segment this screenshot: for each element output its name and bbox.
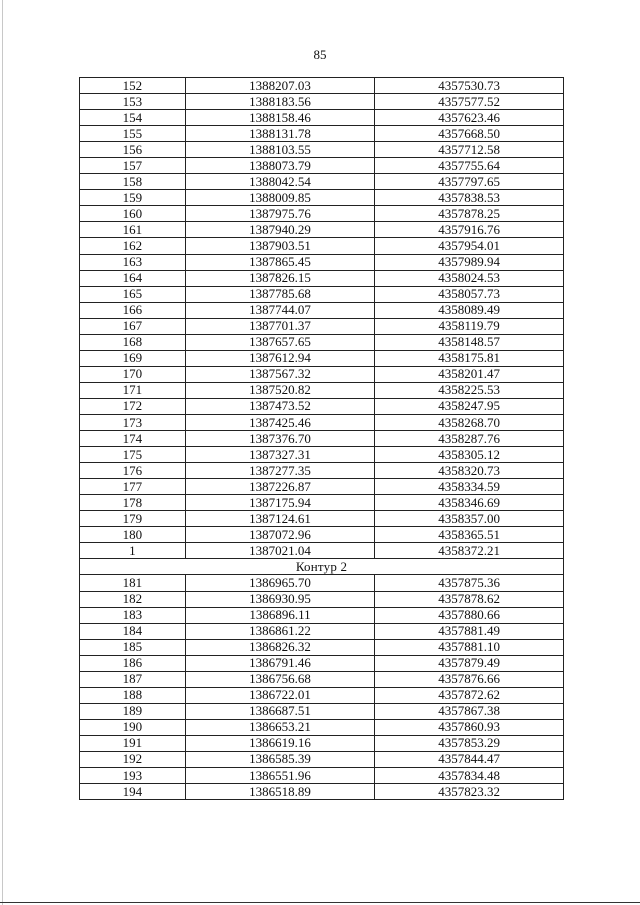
y-coordinate-cell: 4357712.58 [375, 142, 564, 158]
x-coordinate-cell: 1387277.35 [185, 463, 375, 479]
x-coordinate-cell: 1387865.45 [185, 254, 375, 270]
y-coordinate-cell: 4357872.62 [375, 687, 564, 703]
y-coordinate-cell: 4357823.32 [375, 784, 564, 800]
table-row [80, 463, 564, 479]
section-header-body [80, 559, 564, 575]
point-number-cell: 185 [80, 639, 186, 655]
table-row [80, 78, 564, 94]
point-number-cell: 162 [80, 238, 186, 254]
x-coordinate-cell: 1388009.85 [185, 190, 375, 206]
x-coordinate-cell: 1387473.52 [185, 398, 375, 414]
table-row [80, 302, 564, 318]
x-coordinate-cell: 1387425.46 [185, 414, 375, 430]
x-coordinate-cell: 1387021.04 [185, 543, 375, 559]
point-number-cell: 154 [80, 110, 186, 126]
x-coordinate-cell: 1386653.21 [185, 719, 375, 735]
point-number-cell: 158 [80, 174, 186, 190]
x-coordinate-cell: 1386619.16 [185, 735, 375, 751]
point-number-cell: 179 [80, 511, 186, 527]
point-number-cell: 156 [80, 142, 186, 158]
bottom-scan-line [0, 902, 640, 903]
y-coordinate-cell: 4358372.21 [375, 543, 564, 559]
table-row [80, 719, 564, 735]
x-coordinate-cell: 1387567.32 [185, 366, 375, 382]
point-number-cell: 194 [80, 784, 186, 800]
table-row [80, 318, 564, 334]
x-coordinate-cell: 1387657.65 [185, 334, 375, 350]
scan-edge [2, 0, 3, 905]
y-coordinate-cell: 4357834.48 [375, 768, 564, 784]
x-coordinate-cell: 1387744.07 [185, 302, 375, 318]
table-row [80, 206, 564, 222]
y-coordinate-cell: 4357989.94 [375, 254, 564, 270]
point-number-cell: 161 [80, 222, 186, 238]
y-coordinate-cell: 4357577.52 [375, 94, 564, 110]
point-number-cell: 157 [80, 158, 186, 174]
y-coordinate-cell: 4358320.73 [375, 463, 564, 479]
point-number-cell: 183 [80, 607, 186, 623]
x-coordinate-cell: 1387903.51 [185, 238, 375, 254]
y-coordinate-cell: 4357623.46 [375, 110, 564, 126]
point-number-cell: 181 [80, 575, 186, 591]
table-row [80, 142, 564, 158]
point-number-cell: 172 [80, 398, 186, 414]
y-coordinate-cell: 4358305.12 [375, 447, 564, 463]
y-coordinate-cell: 4357838.53 [375, 190, 564, 206]
y-coordinate-cell: 4357860.93 [375, 719, 564, 735]
point-number-cell: 171 [80, 382, 186, 398]
table-row [80, 495, 564, 511]
x-coordinate-cell: 1388042.54 [185, 174, 375, 190]
table-row [80, 479, 564, 495]
y-coordinate-cell: 4357867.38 [375, 703, 564, 719]
point-number-cell: 191 [80, 735, 186, 751]
table-row [80, 431, 564, 447]
x-coordinate-cell: 1387376.70 [185, 431, 375, 447]
point-number-cell: 177 [80, 479, 186, 495]
y-coordinate-cell: 4357853.29 [375, 735, 564, 751]
table-row [80, 366, 564, 382]
point-number-cell: 153 [80, 94, 186, 110]
table-row [80, 543, 564, 559]
x-coordinate-cell: 1388073.79 [185, 158, 375, 174]
section-header-row [80, 559, 564, 575]
point-number-cell: 167 [80, 318, 186, 334]
point-number-cell: 169 [80, 350, 186, 366]
x-coordinate-cell: 1386791.46 [185, 655, 375, 671]
point-number-cell: 174 [80, 431, 186, 447]
x-coordinate-cell: 1386965.70 [185, 575, 375, 591]
table-row [80, 350, 564, 366]
point-number-cell: 192 [80, 751, 186, 767]
x-coordinate-cell: 1386722.01 [185, 687, 375, 703]
point-number-cell: 155 [80, 126, 186, 142]
point-number-cell: 190 [80, 719, 186, 735]
point-number-cell: 193 [80, 768, 186, 784]
table-row [80, 126, 564, 142]
point-number-cell: 178 [80, 495, 186, 511]
x-coordinate-cell: 1388131.78 [185, 126, 375, 142]
table-row [80, 158, 564, 174]
table-row [80, 398, 564, 414]
table-row [80, 639, 564, 655]
table-row [80, 238, 564, 254]
table-row [80, 655, 564, 671]
point-number-cell: 152 [80, 78, 186, 94]
table-row [80, 623, 564, 639]
table-row [80, 784, 564, 800]
table-body-contour-1 [80, 78, 564, 559]
y-coordinate-cell: 4358365.51 [375, 527, 564, 543]
y-coordinate-cell: 4358024.53 [375, 270, 564, 286]
point-number-cell: 188 [80, 687, 186, 703]
x-coordinate-cell: 1386861.22 [185, 623, 375, 639]
coordinates-table [79, 77, 564, 800]
table-row [80, 190, 564, 206]
point-number-cell: 163 [80, 254, 186, 270]
x-coordinate-cell: 1387520.82 [185, 382, 375, 398]
x-coordinate-cell: 1388207.03 [185, 78, 375, 94]
table-row [80, 110, 564, 126]
point-number-cell: 159 [80, 190, 186, 206]
point-number-cell: 176 [80, 463, 186, 479]
y-coordinate-cell: 4358119.79 [375, 318, 564, 334]
point-number-cell: 180 [80, 527, 186, 543]
y-coordinate-cell: 4357880.66 [375, 607, 564, 623]
x-coordinate-cell: 1387785.68 [185, 286, 375, 302]
point-number-cell: 173 [80, 414, 186, 430]
table-row [80, 174, 564, 190]
table-row [80, 607, 564, 623]
table-row [80, 703, 564, 719]
table-row [80, 735, 564, 751]
y-coordinate-cell: 4357878.25 [375, 206, 564, 222]
x-coordinate-cell: 1387327.31 [185, 447, 375, 463]
y-coordinate-cell: 4358057.73 [375, 286, 564, 302]
y-coordinate-cell: 4357876.66 [375, 671, 564, 687]
x-coordinate-cell: 1386585.39 [185, 751, 375, 767]
point-number-cell: 165 [80, 286, 186, 302]
y-coordinate-cell: 4358357.00 [375, 511, 564, 527]
y-coordinate-cell: 4358225.53 [375, 382, 564, 398]
table-row [80, 94, 564, 110]
y-coordinate-cell: 4357881.10 [375, 639, 564, 655]
x-coordinate-cell: 1387175.94 [185, 495, 375, 511]
y-coordinate-cell: 4358175.81 [375, 350, 564, 366]
point-number-cell: 164 [80, 270, 186, 286]
x-coordinate-cell: 1386930.95 [185, 591, 375, 607]
table-row [80, 768, 564, 784]
y-coordinate-cell: 4357881.49 [375, 623, 564, 639]
x-coordinate-cell: 1388158.46 [185, 110, 375, 126]
x-coordinate-cell: 1387826.15 [185, 270, 375, 286]
point-number-cell: 186 [80, 655, 186, 671]
point-number-cell: 160 [80, 206, 186, 222]
x-coordinate-cell: 1387072.96 [185, 527, 375, 543]
table-row [80, 591, 564, 607]
table-row [80, 687, 564, 703]
x-coordinate-cell: 1387940.29 [185, 222, 375, 238]
table-row [80, 751, 564, 767]
y-coordinate-cell: 4358201.47 [375, 366, 564, 382]
point-number-cell: 166 [80, 302, 186, 318]
y-coordinate-cell: 4358334.59 [375, 479, 564, 495]
x-coordinate-cell: 1387975.76 [185, 206, 375, 222]
y-coordinate-cell: 4357797.65 [375, 174, 564, 190]
point-number-cell: 170 [80, 366, 186, 382]
x-coordinate-cell: 1386826.32 [185, 639, 375, 655]
x-coordinate-cell: 1386551.96 [185, 768, 375, 784]
y-coordinate-cell: 4357530.73 [375, 78, 564, 94]
section-label: Контур 2 [80, 559, 564, 575]
x-coordinate-cell: 1386518.89 [185, 784, 375, 800]
x-coordinate-cell: 1388183.56 [185, 94, 375, 110]
y-coordinate-cell: 4358089.49 [375, 302, 564, 318]
table-row [80, 527, 564, 543]
y-coordinate-cell: 4357668.50 [375, 126, 564, 142]
table-row [80, 382, 564, 398]
x-coordinate-cell: 1386756.68 [185, 671, 375, 687]
y-coordinate-cell: 4357879.49 [375, 655, 564, 671]
point-number-cell: 175 [80, 447, 186, 463]
page-number: 85 [313, 47, 327, 62]
y-coordinate-cell: 4357954.01 [375, 238, 564, 254]
table-body-contour-2 [80, 575, 564, 800]
x-coordinate-cell: 1387226.87 [185, 479, 375, 495]
point-number-cell: 189 [80, 703, 186, 719]
y-coordinate-cell: 4358148.57 [375, 334, 564, 350]
x-coordinate-cell: 1386687.51 [185, 703, 375, 719]
table-row [80, 222, 564, 238]
y-coordinate-cell: 4358287.76 [375, 431, 564, 447]
point-number-cell: 184 [80, 623, 186, 639]
point-number-cell: 1 [80, 543, 186, 559]
x-coordinate-cell: 1387124.61 [185, 511, 375, 527]
y-coordinate-cell: 4357755.64 [375, 158, 564, 174]
table-row [80, 511, 564, 527]
table-row [80, 286, 564, 302]
table-row [80, 334, 564, 350]
x-coordinate-cell: 1387612.94 [185, 350, 375, 366]
y-coordinate-cell: 4358247.95 [375, 398, 564, 414]
y-coordinate-cell: 4358346.69 [375, 495, 564, 511]
table-row [80, 447, 564, 463]
point-number-cell: 168 [80, 334, 186, 350]
table-row [80, 575, 564, 591]
y-coordinate-cell: 4357875.36 [375, 575, 564, 591]
y-coordinate-cell: 4357916.76 [375, 222, 564, 238]
table-row [80, 414, 564, 430]
y-coordinate-cell: 4358268.70 [375, 414, 564, 430]
x-coordinate-cell: 1387701.37 [185, 318, 375, 334]
y-coordinate-cell: 4357844.47 [375, 751, 564, 767]
y-coordinate-cell: 4357878.62 [375, 591, 564, 607]
x-coordinate-cell: 1386896.11 [185, 607, 375, 623]
x-coordinate-cell: 1388103.55 [185, 142, 375, 158]
table-row [80, 270, 564, 286]
table-row [80, 671, 564, 687]
point-number-cell: 187 [80, 671, 186, 687]
table-row [80, 254, 564, 270]
point-number-cell: 182 [80, 591, 186, 607]
